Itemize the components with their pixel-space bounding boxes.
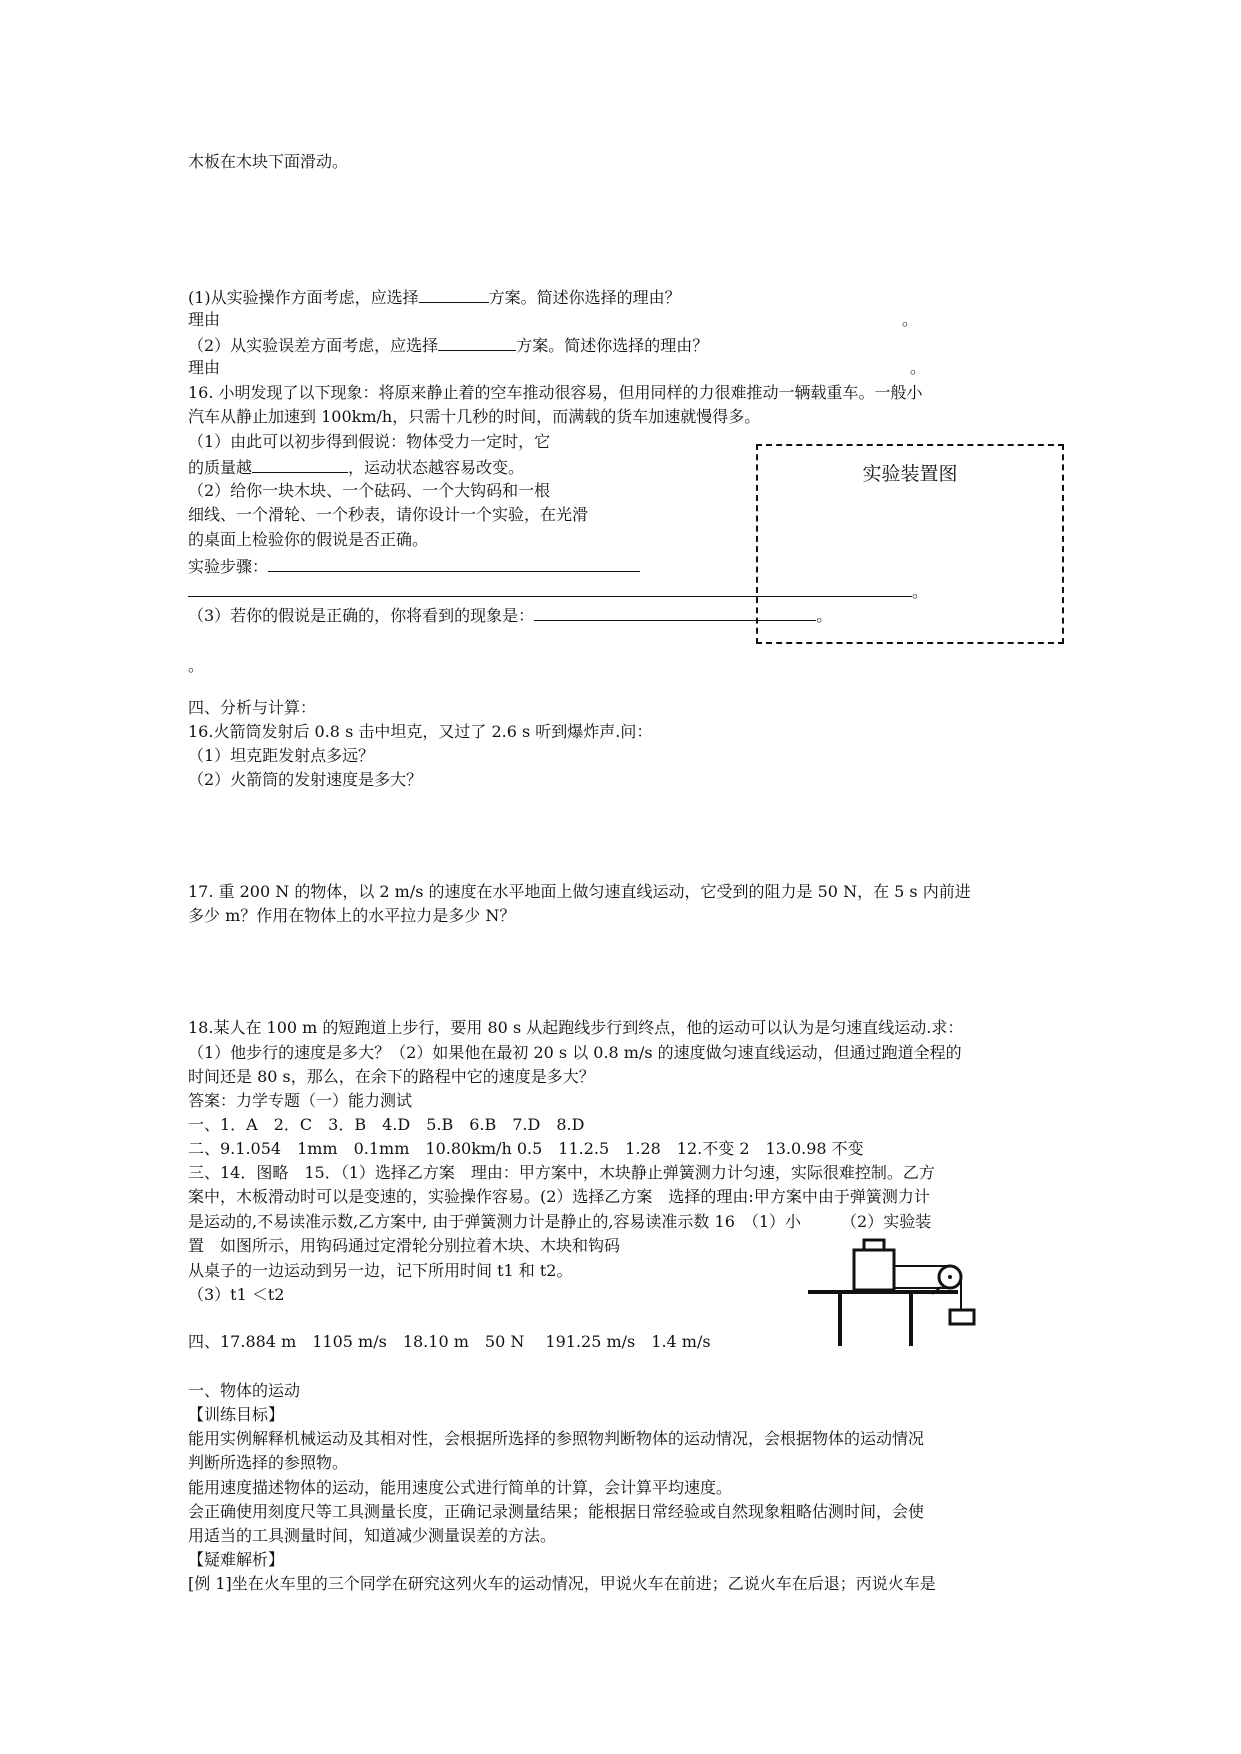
text-line: 用适当的工具测量时间，知道减少测量误差的方法。 — [188, 1526, 557, 1545]
q16-mass-line — [188, 454, 524, 480]
answer-line: 二、9.1.054 1mm 0.1mm 10.80km/h 0.5 11.2.5 1.28 12.不变 2 13.0.98 不变 — [188, 1139, 864, 1158]
question-text: 17. 重 200 N 的物体，以 2 m/s 的速度在水平地面上做匀速直线运动，它受到的阻力是 50 N，在 5 s 内前进 — [188, 882, 971, 901]
pulley-axle — [948, 1275, 952, 1279]
q15-part1-suffix: 方案。简述你选择的理由？ — [488, 288, 681, 307]
q16-text: 细线、一个滑轮、一个秒表，请你设计一个实验，在光滑 — [188, 505, 589, 524]
text-line: 。 — [188, 656, 205, 675]
answer-blank[interactable] — [438, 332, 516, 351]
answer-line: 四、17.884 m 1105 m/s 18.10 m 50 N 191.25 m/s 1.4 m/s — [188, 1332, 711, 1351]
answer-line: 三、14．图略 15．（1）选择乙方案 理由：甲方案中，木块静止弹簧测力计匀速，实际很难控制。乙方 — [188, 1163, 935, 1182]
text-line: 能用实例解释机械运动及其相对性，会根据所选择的参照物判断物体的运动情况，会根据物体的运动情况 — [188, 1429, 925, 1448]
answer-blank[interactable] — [268, 553, 640, 572]
answer-line: 案中，木板滑动时可以是变速的，实验操作容易。(2）选择乙方案 选择的理由:甲方案中由于弹簧测力计 — [188, 1187, 930, 1206]
apparatus-diagram-title: 实验装置图 — [862, 463, 958, 485]
question-text: （2）火箭筒的发射速度是多大？ — [188, 770, 423, 789]
question-text: 18.某人在 100 m 的短跑道上步行，要用 80 s 从起跑线步行到终点，他的运动可以认为是匀速直线运动.求： — [188, 1018, 964, 1037]
q16-text: 16. 小明发现了以下现象：将原来静止着的空车推动很容易，但用同样的力很难推动一辆载重车。一般小 — [188, 383, 923, 402]
answer-blank[interactable] — [419, 284, 489, 303]
section-heading: 一、物体的运动 — [188, 1381, 301, 1400]
q15-part2-prefix: （2）从实验误差方面考虑，应选择 — [188, 336, 439, 355]
q15-part2-suffix: 方案。简述你选择的理由？ — [516, 336, 709, 355]
subsection-heading: 【训练目标】 — [188, 1405, 285, 1424]
answer-line: 是运动的,不易读准示数,乙方案中, 由于弹簧测力计是静止的,容易读准示数 16 （1）小 （2）实验装 — [188, 1212, 932, 1231]
q15-reason1-label: 理由 — [188, 310, 221, 329]
q16-text: 汽车从静止加速到 100km/h，只需十几秒的时间，而满载的货车加速就慢得多。 — [188, 407, 761, 426]
q16-mass-suffix: ，运动状态越容易改变。 — [348, 458, 525, 477]
pulley-apparatus-figure — [808, 1230, 988, 1348]
q16-steps-line — [188, 553, 640, 579]
q15-part1-prefix: (1)从实验操作方面考虑，应选择 — [188, 288, 419, 307]
q15-reason2-end: 。 — [910, 358, 927, 377]
apparatus-diagram-box — [756, 444, 1064, 644]
question-text: （1）他步行的速度是多大？（2）如果他在最初 20 s 以 0.8 m/s 的速度做匀速直线运动，但通过跑道全程的 — [188, 1043, 962, 1062]
question-text: 多少 m？作用在物体上的水平拉力是多少 N？ — [188, 906, 516, 925]
answers-title: 答案：力学专题（一）能力测试 — [188, 1091, 413, 1110]
wood-block — [854, 1250, 894, 1290]
text-line: 能用速度描述物体的运动，能用速度公式进行简单的计算，会计算平均速度。 — [188, 1478, 733, 1497]
q16-phenomenon-line — [188, 602, 832, 628]
answer-blank[interactable] — [252, 454, 348, 473]
answer-line: 一、1．A 2．C 3．B 4.D 5.B 6.B 7.D 8.D — [188, 1115, 585, 1134]
q16-text: 的桌面上检验你的假说是否正确。 — [188, 530, 429, 549]
text-line: 会正确使用刻度尺等工具测量长度，正确记录测量结果；能根据日常经验或自然现象粗略估测时间，会使 — [188, 1502, 925, 1521]
hook-weight — [950, 1310, 974, 1324]
q15-reason2-label: 理由 — [188, 358, 221, 377]
subsection-heading: 【疑难解析】 — [188, 1550, 285, 1569]
answer-line: 从桌子的一边运动到另一边，记下所用时间 t1 和 t2。 — [188, 1261, 573, 1280]
q16-steps-label: 实验步骤： — [188, 557, 269, 576]
question-text: 16.火箭筒发射后 0.8 s 击中坦克，又过了 2.6 s 听到爆炸声.问： — [188, 722, 653, 741]
q15-part2 — [188, 332, 708, 358]
q16-text: （2）给你一块木块、一个砝码、一个大钩码和一根 — [188, 481, 551, 500]
q15-part1 — [188, 284, 681, 310]
q15-reason1-end: 。 — [902, 310, 919, 329]
section-heading: 四、分析与计算： — [188, 698, 317, 717]
answer-line: 置 如图所示，用钩码通过定滑轮分别拉着木块、木块和钩码 — [188, 1236, 621, 1255]
text-line: 木板在木块下面滑动。 — [188, 152, 349, 171]
answer-line: （3）t1 ＜t2 — [188, 1285, 285, 1304]
q16-steps-end: 。 — [912, 582, 929, 601]
q16-phenomenon-end: 。 — [816, 606, 833, 625]
q16-phenomenon-label: （3）若你的假说是正确的，你将看到的现象是： — [188, 606, 535, 625]
q16-text: （1）由此可以初步得到假说：物体受力一定时，它 — [188, 432, 551, 451]
question-text: （1）坦克距发射点多远？ — [188, 746, 375, 765]
q16-mass-prefix: 的质量越 — [188, 458, 253, 477]
example-text: [例 1]坐在火车里的三个同学在研究这列火车的运动情况，甲说火车在前进；乙说火车在后退；丙说火车是 — [188, 1574, 936, 1593]
text-line: 判断所选择的参照物。 — [188, 1453, 349, 1472]
question-text: 时间还是 80 s，那么，在余下的路程中它的速度是多大？ — [188, 1067, 595, 1086]
